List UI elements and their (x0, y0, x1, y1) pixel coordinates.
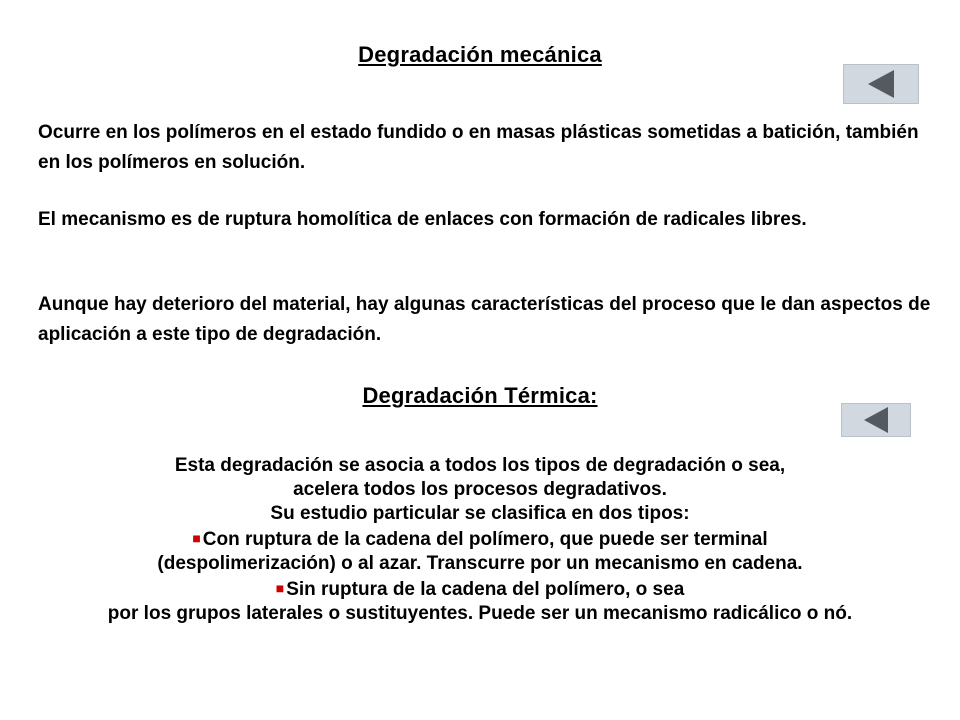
thermal-line-1: Esta degradación se asocia a todos los tipos de degradación o sea, (174, 455, 786, 476)
bullet-item-1: ■ Con ruptura de la cadena del polímero, que puede ser terminal (192, 529, 768, 550)
back-button-2[interactable] (841, 403, 911, 437)
bullet-square-icon: ■ (275, 580, 285, 596)
section-title-thermal: Degradación Térmica: (362, 383, 598, 408)
thermal-line-3: Su estudio particular se clasifica en dos tipos: (270, 503, 690, 524)
section-title-mechanical: Degradación mecánica (358, 42, 602, 67)
paragraph-mechanism: El mecanismo es de ruptura homolítica de enlaces con formación de radicales libres. (38, 209, 807, 230)
back-triangle-icon (868, 70, 894, 98)
bullet-item-2: ■ Sin ruptura de la cadena del polímero, o sea (275, 579, 685, 600)
back-button-1[interactable] (843, 64, 919, 104)
thermal-content (40, 454, 920, 626)
paragraph-deterioration: Aunque hay deterioro del material, hay algunas características del proceso que le dan aspectos de aplicación a este tipo de degradación. (38, 294, 931, 345)
paragraph-occurs: Ocurre en los polímeros en el estado fundido o en masas plásticas sometidas a batición, también en los polímeros en solución. (38, 122, 919, 173)
bullet-square-icon: ■ (192, 530, 201, 546)
bullet-item-1-continued: (despolimerización) o al azar. Transcurre por un mecanismo en cadena. (157, 553, 803, 574)
back-triangle-icon (864, 407, 888, 433)
thermal-line-2: acelera todos los procesos degradativos. (293, 479, 667, 500)
bullet-item-2-continued: por los grupos laterales o sustituyentes. Puede ser un mecanismo radicálico o nó. (107, 603, 853, 624)
